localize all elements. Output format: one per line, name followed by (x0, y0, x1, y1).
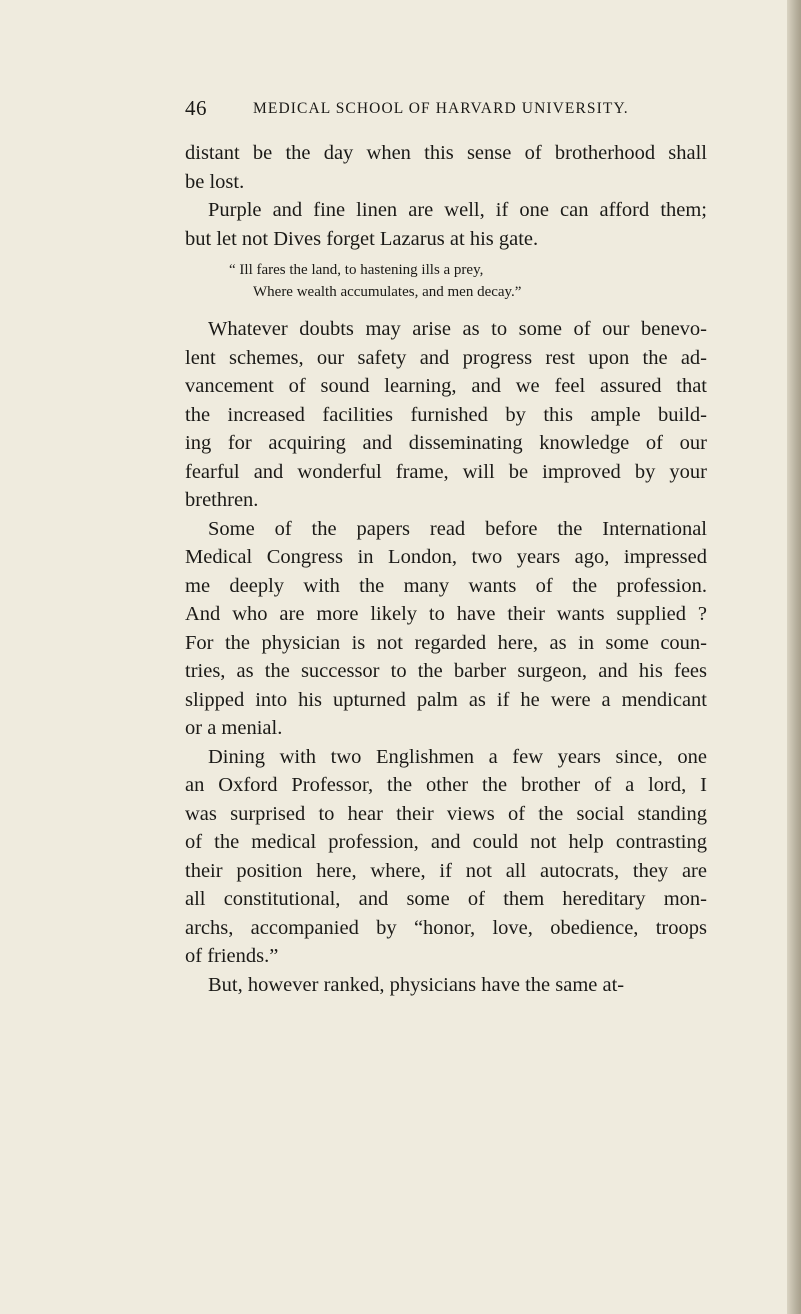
text-line: Purple and fine linen are well, if one can afford them; (208, 199, 707, 221)
paragraph (185, 315, 707, 515)
quote-line: Where wealth accumulates, and men decay.” (253, 284, 522, 300)
page-edge-shadow (787, 0, 801, 1314)
text-line: all constitutional, and some of them hereditary mon- (185, 888, 707, 910)
paragraph (185, 196, 707, 253)
paragraph (185, 743, 707, 971)
text-line: the increased facilities furnished by this ample build- (185, 403, 707, 426)
text-line: archs, accompanied by “honor, love, obedience, troops (185, 916, 707, 939)
text-line: vancement of sound learning, and we feel assured that (185, 375, 707, 397)
verse-quotation (185, 259, 649, 303)
text-line: an Oxford Professor, the other the brother of a lord, I (185, 774, 707, 796)
text-line: Dining with two Englishmen a few years since, one (208, 745, 707, 768)
page-number: 46 (185, 96, 207, 120)
text-line: me deeply with the many wants of the profession. (185, 574, 707, 597)
running-head: MEDICAL SCHOOL OF HARVARD UNIVERSITY. (253, 100, 629, 117)
paragraph (185, 515, 707, 743)
text-line: Medical Congress in London, two years ago, impressed (185, 546, 707, 568)
body-text (185, 139, 707, 999)
text-line: their position here, where, if not all autocrats, they are (185, 859, 707, 882)
text-line: distant be the day when this sense of brotherhood shall (185, 142, 707, 164)
text-line: of friends.” (185, 945, 279, 967)
text-line: And who are more likely to have their wants supplied ? (185, 603, 707, 625)
text-line: Whatever doubts may arise as to some of our benevo- (208, 318, 707, 340)
text-line: or a menial. (185, 717, 283, 739)
text-line: be lost. (185, 170, 245, 193)
text-line: fearful and wonderful frame, will be improved by your (185, 460, 707, 483)
text-line: ing for acquiring and disseminating knowledge of our (185, 432, 707, 454)
paragraph (185, 139, 707, 196)
quote-line: “ Ill fares the land, to hastening ills a prey, (229, 262, 484, 278)
text-line: was surprised to hear their views of the social standing (185, 802, 707, 825)
text-line: slipped into his upturned palm as if he were a mendicant (185, 688, 707, 711)
text-line: But, however ranked, physicians have the same at- (208, 973, 625, 996)
paragraph (185, 971, 707, 1000)
text-line: brethren. (185, 489, 259, 511)
text-line: of the medical profession, and could not help contrasting (185, 831, 707, 853)
text-line: lent schemes, our safety and progress rest upon the ad- (185, 346, 707, 369)
text-line: tries, as the successor to the barber surgeon, and his fees (185, 660, 707, 682)
page-header (185, 96, 765, 126)
text-line: but let not Dives forget Lazarus at his gate. (185, 227, 539, 250)
text-line: For the physician is not regarded here, as in some coun- (185, 631, 707, 654)
text-line: Some of the papers read before the International (208, 517, 707, 540)
